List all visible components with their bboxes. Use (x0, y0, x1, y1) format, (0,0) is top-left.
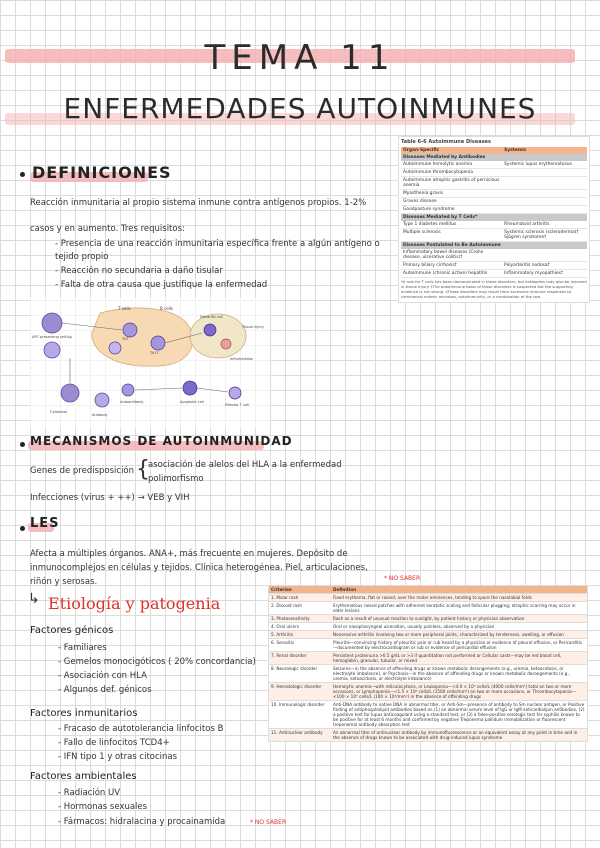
genes-option-2: polimorfismo (148, 474, 204, 484)
criteria-cell: 3. Photosensitivity (269, 615, 331, 623)
figure-label: Th1 (122, 337, 129, 341)
auto-cell (502, 249, 587, 262)
auto-cell: Autoimmune hemolytic anemia (401, 161, 502, 169)
mecanismos-heading: MECANISMOS DE AUTOINMUNIDAD (30, 434, 293, 448)
criteria-row (269, 639, 587, 652)
auto-cell (502, 198, 587, 206)
auto-cell (502, 169, 587, 177)
criteria-cell: Erythematous raised patches with adherent keratotic scaling and follicular plugging; atrophic scarring may occur in older lesions (331, 602, 587, 615)
auto-cell: Multiple sclerosis (401, 229, 502, 242)
apc-cell-2 (44, 342, 60, 358)
definiciones-heading: DEFINICIONES (32, 163, 172, 182)
auto-cell: Autoimmune atrophic gastritis of pernicious anemia (401, 177, 502, 190)
autoimmunity-diagram (30, 298, 270, 428)
autoimmune-table-footnote: *A role for T cells has been demonstrated in these disorders, but antibodies may also be involved in tissue injury. †The autoimmune basis of these disorders is suspected but the supporting evidence is not strong. ‡These disorders may result from excessive immune responses to commensal enteric microbes, autoimmunity, or a combination of the two. (401, 279, 587, 299)
figure-label: Tissue injury (242, 325, 265, 329)
genes-brace: { (136, 457, 150, 482)
criteria-cell: 5. Arthritis (269, 631, 331, 639)
genes-option-1: asociación de alelos del HLA a la enfermedad (148, 460, 342, 470)
criteria-row (269, 615, 587, 623)
criteria-cell: 8. Neurologic disorder (269, 665, 331, 683)
definiciones-line1: Reacción inmunitaria al propio sistema inmune contra antígenos propios. 1-2% (30, 198, 367, 208)
factores-geneticos-item-4: - Algunos def. génicos (58, 685, 152, 695)
auto-cell: Systemic sclerosis (scleroderma)† Sjögren syndrome† (502, 229, 587, 242)
auto-cell (502, 206, 587, 214)
criteria-cell: 4. Oral ulcers (269, 623, 331, 631)
factores-ambientales-item-1: - Radiación UV (58, 788, 121, 798)
criteria-col-1: Criterion (269, 586, 331, 594)
criteria-cell: Oral or nasopharyngeal ulceration, usually painless, observed by a physician (331, 623, 587, 631)
auto-cell: Autoimmune thrombocytopenia (401, 169, 502, 177)
bullet-definiciones (20, 172, 25, 177)
auto-cell: Graves disease (401, 198, 502, 206)
genes-label: Genes de predisposición (30, 466, 135, 476)
criteria-cell: An abnormal titer of antinuclear antibody by immunofluorescence or an equivalent assay at any point in time and in the absence of drugs known to be associated with drug-induced lupus syndrome (331, 729, 587, 742)
criteria-cell: 10. Immunologic disorder (269, 701, 331, 729)
definiciones-item-4: - Falta de otra causa que justifique la enfermedad (55, 280, 268, 290)
definiciones-item-3: - Reacción no secundaria a daño tisular (55, 266, 223, 276)
auto-col1: Organ-Specific (401, 147, 502, 154)
les-line2: inmunocomplejos en células y tejidos. Clínica heterogénea. Piel, articulaciones, (30, 563, 368, 573)
criteria-cell: 7. Renal disorder (269, 652, 331, 665)
auto-cell: Rheumatoid arthritis (502, 221, 587, 229)
cell-3 (122, 384, 134, 396)
cell-5 (229, 387, 241, 399)
factores-ambientales-item-2: - Hormonas sexuales (58, 802, 148, 812)
bullet-mecanismos (20, 442, 25, 447)
figure-label: T cells (118, 306, 131, 311)
criteria-cell: Pleuritis—convincing history of pleuritic pain or rub heard by a physician or evidence of pleural effusion, or Pericarditis—documented by electrocardiogram or rub or evidence of pericardial effusion (331, 639, 587, 652)
auto-cell: Inflammatory myopathies† (502, 270, 587, 278)
les-criteria-table-card (268, 585, 588, 742)
auto-group-3: Diseases Postulated to Be Autoimmune (401, 242, 587, 250)
effector-cell (204, 324, 216, 336)
definiciones-line2: casos y en aumento. Tres requisitos: (30, 224, 185, 234)
criteria-row (269, 701, 587, 729)
auto-group-2: Diseases Mediated by T Cells* (401, 214, 587, 222)
criteria-cell: 6. Serositis (269, 639, 331, 652)
criteria-cell: 11. Antinuclear antibody (269, 729, 331, 742)
auto-cell: Inflammatory bowel diseases (Crohn disease, ulcerative colitis)† (401, 249, 502, 262)
auto-cell: Autoimmune (chronic active) hepatitis (401, 270, 502, 278)
criteria-cell: 1. Malar rash (269, 594, 331, 602)
tissue-shape (190, 314, 246, 358)
factores-ambientales-title: Factores ambientales (30, 771, 137, 782)
factores-geneticos-title: Factores génicos (30, 625, 114, 636)
auto-cell (502, 177, 587, 190)
factores-inmunitarios-title: Factores inmunitarios (30, 708, 138, 719)
auto-cell (502, 190, 587, 198)
criteria-col-2: Definition (331, 586, 587, 594)
criteria-row (269, 652, 587, 665)
les-heading: LES (30, 516, 60, 531)
criteria-row (269, 665, 587, 683)
figure-label: Cytokines (50, 410, 68, 414)
auto-cell: Goodpasture syndrome (401, 206, 502, 214)
t-cell (123, 323, 137, 337)
figure-label: Effector T cell (225, 403, 250, 407)
factores-ambientales-item-3: - Fármacos: hidralacina y procainamida (58, 817, 226, 827)
infecciones-line: Infecciones (virus + ++) → VEB y VIH (30, 493, 190, 503)
figure-label: B cells (160, 306, 173, 311)
figure-label: Antibody (92, 413, 108, 417)
figure-label: Th17 (150, 351, 159, 355)
definiciones-item-2: tejido propio (55, 252, 109, 262)
factores-inmunitarios-item-2: - Fallo de linfocitos TCD4+ (58, 738, 170, 748)
figure-label: Inflammation (230, 357, 254, 361)
factores-geneticos-item-3: - Asociación con HLA (58, 671, 147, 681)
t-cell-2 (151, 336, 165, 350)
macrophage-cell (61, 384, 79, 402)
no-saber-farmacos: * NO SABER (250, 819, 287, 826)
factores-inmunitarios-item-3: - IFN tipo 1 y otras citocinas (58, 752, 178, 762)
title-line1: TEMA 11 (204, 38, 396, 78)
b-cell (109, 342, 121, 354)
auto-cell: Primary biliary cirrhosis† (401, 262, 502, 270)
figure-label: Apoptotic cell (180, 400, 204, 404)
auto-cell: Systemic lupus erythematosus (502, 161, 587, 169)
etiologia-arrow: ↳ (28, 591, 40, 607)
title-line2: ENFERMEDADES AUTOINMUNES (63, 92, 537, 125)
factores-geneticos-item-1: - Familiares (58, 643, 107, 653)
figure-label: Autoantibody (120, 400, 144, 404)
criteria-cell: Persistent proteinuria >0.5 g/dL or >3 if quantitation not performed or Cellular casts—may be red blood cell, hemoglobin, granular, tubular, or mixed (331, 652, 587, 665)
criteria-row (269, 631, 587, 639)
criteria-cell: 2. Discoid rash (269, 602, 331, 615)
criteria-row (269, 623, 587, 631)
auto-group-1: Diseases Mediated by Antibodies (401, 154, 587, 161)
factores-inmunitarios-item-1: - Fracaso de autotolerancia linfocitos B (58, 724, 224, 734)
definiciones-item-1: - Presencia de una reacción inmunitaria específica frente a algún antígeno o (55, 239, 380, 249)
autoimmune-table (401, 147, 587, 278)
criteria-row (269, 602, 587, 615)
auto-cell: Polyarteritis nodosa† (502, 262, 587, 270)
etiologia-heading: Etiología y patogenia (48, 594, 221, 613)
autoimmune-table-caption: Table 6-6 Autoimmune Diseases (401, 139, 491, 145)
criteria-cell: Seizures—in the absence of offending drugs or known metabolic derangements (e.g., uremia, ketoacidosis, or electrolyte imbalance), or Psychosis—in the absence of offending drugs or known metabolic derangements (e.g., uremia, ketoacidosis, or electrolyte imbalance) (331, 665, 587, 683)
criteria-cell: Fixed erythema, flat or raised, over the malar eminences, tending to spare the nasolabial folds (331, 594, 587, 602)
criteria-cell: Hemolytic anemia—with reticulocytosis, or Leukopenia—<4.0 × 10⁹ cells/L (4000 cells/mm³) total on two or more occasions, or Lymphopenia—<1.5 × 10⁹ cells/L (1500 cells/mm³) on two or more occasions, or Thrombocytopenia—<100 × 10⁹ cells/L (100 × 10³/mm³) in the absence of offending drugs (331, 683, 587, 701)
criteria-row (269, 594, 587, 602)
les-criteria-table (269, 586, 587, 741)
auto-cell: Myasthenia gravis (401, 190, 502, 198)
les-line1: Afecta a múltiples órganos. ANA+, más frecuente en mujeres. Depósito de (30, 549, 348, 559)
autoimmune-table-card (398, 136, 590, 303)
inflamed-cell (221, 339, 231, 349)
apc-cell (42, 313, 62, 333)
criteria-row (269, 729, 587, 742)
criteria-cell: 9. Hematologic disorder (269, 683, 331, 701)
figure-label: Dendritic cell (200, 315, 224, 319)
criteria-cell: Anti-DNA antibody to native DNA in abnormal titer, or Anti-Sm—presence of antibody to Sm nuclear antigen, or Positive finding of antiphospholipid antibodies based on (1) an abnormal serum level of IgG or IgM anticardiolipin antibodies, (2) a positive test for lupus anticoagulant using a standard test, or (3) a false-positive serologic test for syphilis known to be positive for at least 6 months and confirmed by negative Treponema pallidum immobilization or fluorescent treponemal antibody absorption test (331, 701, 587, 729)
bullet-les (20, 526, 25, 531)
no-saber-table-note: * NO SABER (384, 575, 421, 582)
auto-cell: Type 1 diabetes mellitus (401, 221, 502, 229)
plasma-cell (95, 393, 109, 407)
criteria-cell: Rash as a result of unusual reaction to sunlight, by patient history or physician observation (331, 615, 587, 623)
figure-label: APC presenting self-Ag (32, 335, 72, 339)
les-line3: riñón y serosas. (30, 577, 98, 587)
criteria-row (269, 683, 587, 701)
cell-4 (183, 381, 197, 395)
criteria-cell: Nonerosive arthritis involving two or more peripheral joints, characterized by tenderness, swelling, or effusion (331, 631, 587, 639)
factores-geneticos-item-2: - Gemelos monocigóticos ( 20% concordancia) (58, 657, 256, 667)
auto-col2: Systemic (502, 147, 587, 154)
